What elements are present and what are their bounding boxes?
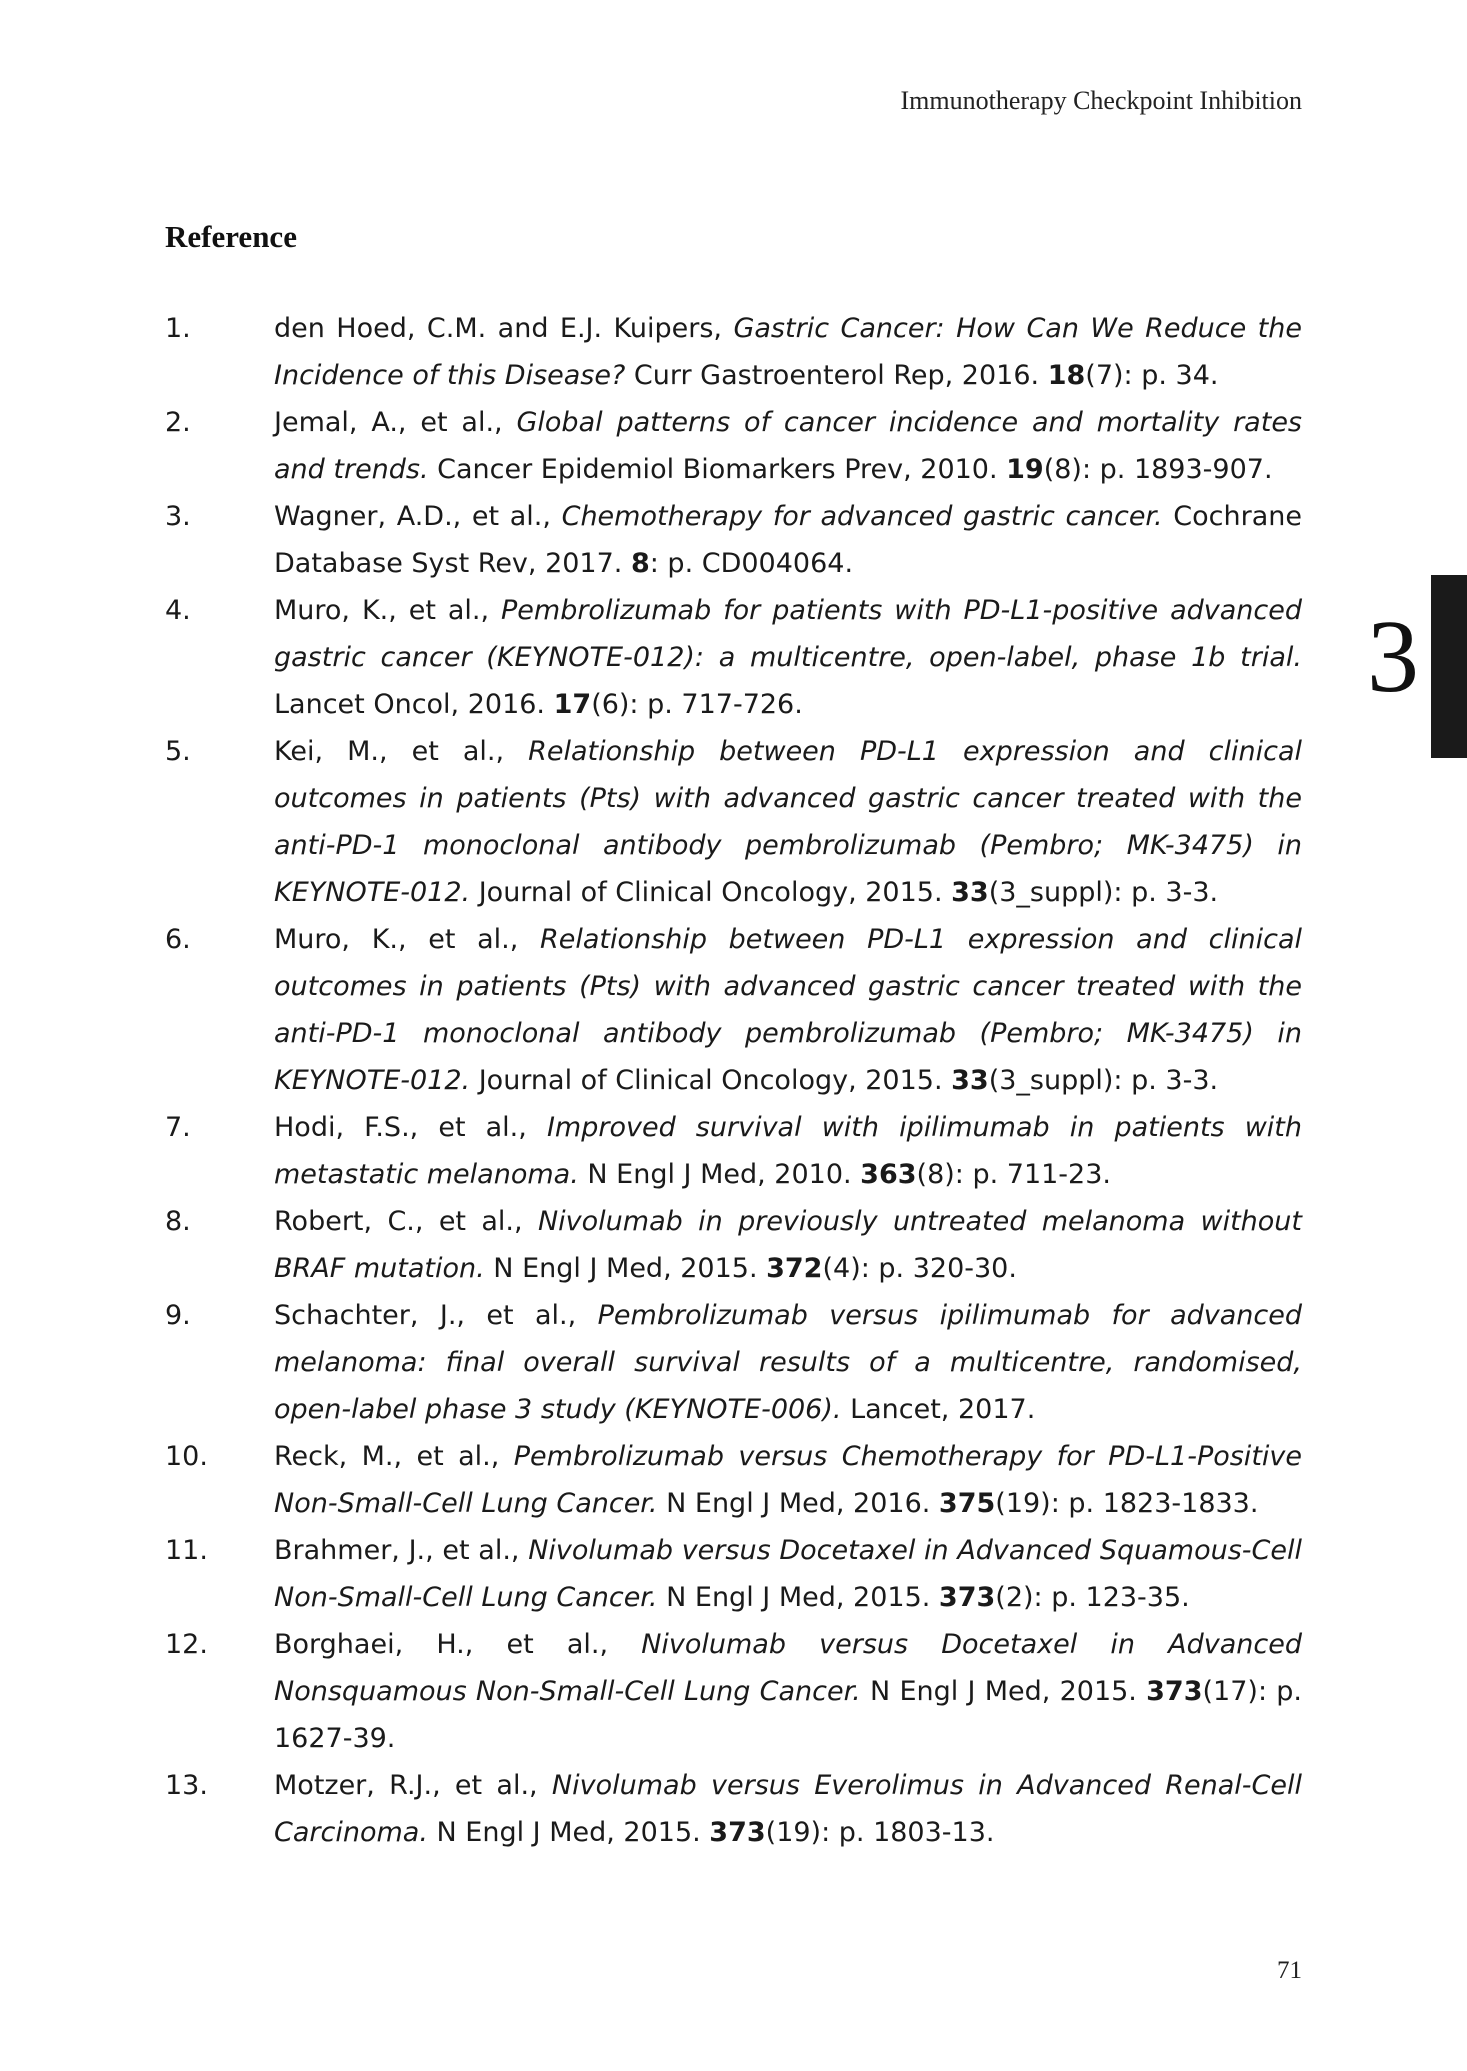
reference-journal: Cancer Epidemiol Biomarkers Prev, 2010. xyxy=(428,454,1007,485)
reference-authors: Motzer, R.J., et al., xyxy=(274,1770,552,1801)
reference-pages: (3_suppl): p. 3-3. xyxy=(988,877,1219,908)
reference-number: 3. xyxy=(165,501,191,532)
reference-journal: Journal of Clinical Oncology, 2015. xyxy=(470,877,952,908)
reference-pages: (19): p. 1803-13. xyxy=(765,1817,995,1848)
reference-item xyxy=(165,1292,1302,1433)
reference-title: Gastric Cancer: How Can We Reduce the Incidence of this Disease? xyxy=(274,313,1302,391)
reference-item xyxy=(165,916,1302,1104)
reference-journal: N Engl J Med, 2015. xyxy=(860,1676,1147,1707)
reference-volume: 363 xyxy=(860,1159,917,1190)
reference-title: Pembrolizumab for patients with PD-L1-positive advanced gastric cancer (KEYNOTE-012): a multicentre, open-label, phase 1b trial. xyxy=(274,595,1302,673)
reference-journal: Lancet Oncol, 2016. xyxy=(274,689,554,720)
reference-journal: Journal of Clinical Oncology, 2015. xyxy=(470,1065,952,1096)
reference-journal: Lancet, 2017. xyxy=(841,1394,1036,1425)
reference-list xyxy=(165,305,1302,1856)
reference-volume: 373 xyxy=(709,1817,766,1848)
reference-item xyxy=(165,1621,1302,1762)
reference-journal: N Engl J Med, 2015. xyxy=(484,1253,767,1284)
reference-volume: 33 xyxy=(951,877,989,908)
reference-item xyxy=(165,1104,1302,1198)
reference-authors: Borghaei, H., et al., xyxy=(274,1629,642,1660)
reference-authors: Robert, C., et al., xyxy=(274,1206,538,1237)
reference-number: 6. xyxy=(165,924,191,955)
reference-pages: (8): p. 1893-907. xyxy=(1043,454,1273,485)
reference-journal: N Engl J Med, 2016. xyxy=(657,1488,939,1519)
reference-title: Pembrolizumab versus ipilimumab for advanced melanoma: final overall survival results of a multicentre, randomised, open-label phase 3 study (KEYNOTE-006). xyxy=(274,1300,1302,1425)
reference-item xyxy=(165,1527,1302,1621)
reference-pages: (8): p. 711-23. xyxy=(916,1159,1111,1190)
reference-number: 4. xyxy=(165,595,191,626)
reference-title: Pembrolizumab versus Chemotherapy for PD-L1-Positive Non-Small-Cell Lung Cancer. xyxy=(274,1441,1302,1519)
reference-volume: 375 xyxy=(938,1488,996,1519)
reference-journal: Curr Gastroenterol Rep, 2016. xyxy=(625,360,1048,391)
reference-volume: 373 xyxy=(1146,1676,1203,1707)
reference-journal: N Engl J Med, 2015. xyxy=(657,1582,939,1613)
reference-title: Global patterns of cancer incidence and mortality rates and trends. xyxy=(274,407,1302,485)
reference-number: 13. xyxy=(165,1770,208,1801)
reference-pages: (17): p. 1627-39. xyxy=(274,1676,1303,1754)
running-header: Immunotherapy Checkpoint Inhibition xyxy=(900,86,1302,115)
reference-authors: Muro, K., et al., xyxy=(274,924,541,955)
reference-title: Nivolumab in previously untreated melanoma without BRAF mutation. xyxy=(274,1206,1302,1284)
reference-item xyxy=(165,493,1302,587)
reference-journal: N Engl J Med, 2010. xyxy=(578,1159,861,1190)
reference-pages: (2): p. 123-35. xyxy=(995,1582,1190,1613)
reference-pages: : p. CD004064. xyxy=(649,548,854,579)
reference-title: Nivolumab versus Everolimus in Advanced Renal-Cell Carcinoma. xyxy=(274,1770,1303,1848)
reference-authors: Hodi, F.S., et al., xyxy=(274,1112,547,1143)
reference-number: 2. xyxy=(165,407,191,438)
page-number: 71 xyxy=(1277,1957,1302,1984)
reference-number: 7. xyxy=(165,1112,191,1143)
reference-volume: 18 xyxy=(1047,360,1086,391)
reference-title: Chemotherapy for advanced gastric cancer. xyxy=(561,501,1163,532)
chapter-tab xyxy=(1431,575,1467,758)
reference-number: 1. xyxy=(165,313,191,344)
reference-title: Nivolumab versus Docetaxel in Advanced Nonsquamous Non-Small-Cell Lung Cancer. xyxy=(274,1629,1302,1707)
reference-pages: (3_suppl): p. 3-3. xyxy=(988,1065,1219,1096)
reference-volume: 19 xyxy=(1006,454,1044,485)
reference-number: 10. xyxy=(165,1441,208,1472)
reference-item xyxy=(165,587,1302,728)
reference-number: 9. xyxy=(165,1300,191,1331)
reference-title: Nivolumab versus Docetaxel in Advanced Squamous-Cell Non-Small-Cell Lung Cancer. xyxy=(274,1535,1302,1613)
reference-volume: 17 xyxy=(553,689,592,720)
reference-number: 12. xyxy=(165,1629,208,1660)
reference-item xyxy=(165,399,1302,493)
reference-number: 5. xyxy=(165,736,191,767)
reference-authors: Schachter, J., et al., xyxy=(274,1300,598,1331)
reference-title: Relationship between PD-L1 expression and clinical outcomes in patients (Pts) with advanced gastric cancer treated with the anti-PD-1 monoclonal antibody pembrolizumab (Pembro; MK-3475) in KEYNOTE-012. xyxy=(274,924,1302,1096)
reference-pages: (6): p. 717-726. xyxy=(591,689,803,720)
reference-authors: Jemal, A., et al., xyxy=(274,407,517,438)
reference-authors: Reck, M., et al., xyxy=(274,1441,514,1472)
reference-title: Relationship between PD-L1 expression and clinical outcomes in patients (Pts) with advanced gastric cancer treated with the anti-PD-1 monoclonal antibody pembrolizumab (Pembro; MK-3475) in KEYNOTE-012. xyxy=(274,736,1302,908)
reference-volume: 373 xyxy=(938,1582,996,1613)
reference-item xyxy=(165,305,1302,399)
section-heading: Reference xyxy=(165,219,297,254)
reference-journal: Cochrane Database Syst Rev, 2017. xyxy=(274,501,1302,579)
reference-item xyxy=(165,1198,1302,1292)
reference-authors: Kei, M., et al., xyxy=(274,736,529,767)
reference-volume: 372 xyxy=(766,1253,823,1284)
reference-pages: (19): p. 1823-1833. xyxy=(995,1488,1259,1519)
reference-number: 11. xyxy=(165,1535,208,1566)
reference-volume: 33 xyxy=(951,1065,989,1096)
reference-volume: 8 xyxy=(630,548,650,579)
reference-item xyxy=(165,1433,1302,1527)
reference-number: 8. xyxy=(165,1206,191,1237)
reference-item xyxy=(165,728,1302,916)
reference-pages: (4): p. 320-30. xyxy=(822,1253,1017,1284)
reference-journal: N Engl J Med, 2015. xyxy=(427,1817,710,1848)
chapter-number: 3 xyxy=(1367,599,1419,714)
reference-authors: Muro, K., et al., xyxy=(274,595,501,626)
reference-authors: Wagner, A.D., et al., xyxy=(274,501,562,532)
reference-title: Improved survival with ipilimumab in patients with metastatic melanoma. xyxy=(274,1112,1302,1190)
reference-authors: Brahmer, J., et al., xyxy=(274,1535,529,1566)
reference-pages: (7): p. 34. xyxy=(1085,360,1219,391)
reference-item xyxy=(165,1762,1302,1856)
reference-authors: den Hoed, C.M. and E.J. Kuipers, xyxy=(274,313,734,344)
